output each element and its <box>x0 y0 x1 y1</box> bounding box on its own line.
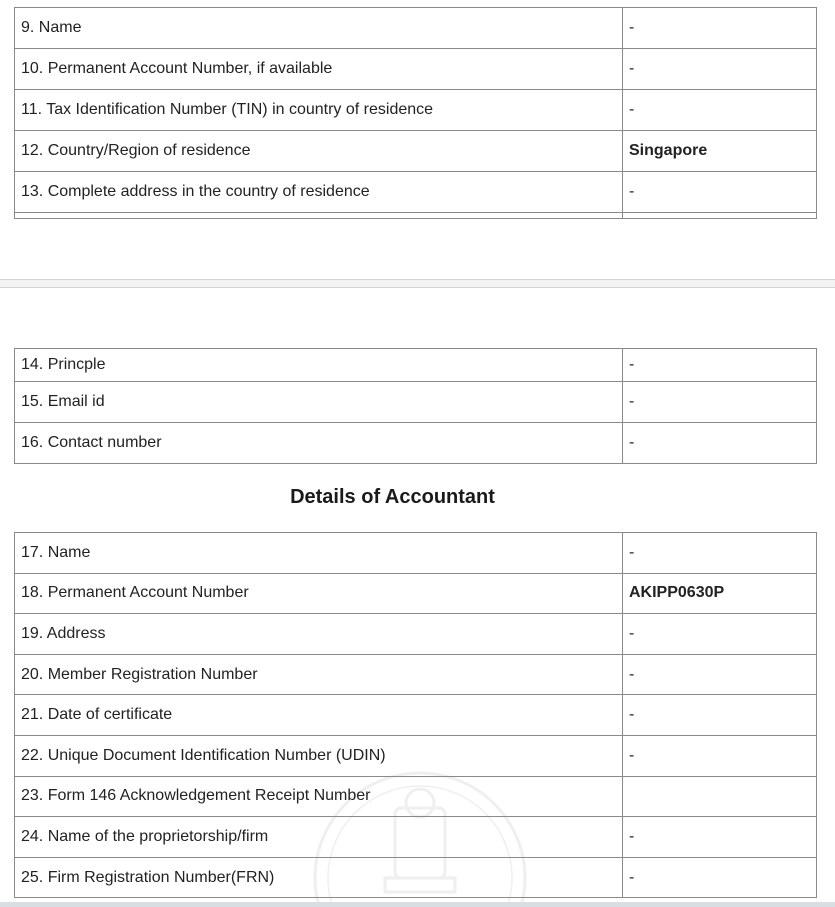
row-value: - <box>623 49 817 90</box>
empty-cell <box>15 213 623 219</box>
table-row <box>15 423 817 464</box>
recipient-contact-table <box>14 348 817 464</box>
row-label: 25. Firm Registration Number(FRN) <box>15 857 623 898</box>
row-value: - <box>623 614 817 655</box>
row-label: 14. Princple <box>15 349 623 382</box>
row-label: 13. Complete address in the country of residence <box>15 172 623 213</box>
row-value: - <box>623 654 817 695</box>
row-label: 22. Unique Document Identification Number (UDIN) <box>15 735 623 776</box>
table-row <box>15 776 817 817</box>
section-heading-accountant: Details of Accountant <box>290 486 495 508</box>
table-row <box>15 131 817 172</box>
row-label: 10. Permanent Account Number, if available <box>15 49 623 90</box>
row-value <box>623 776 817 817</box>
empty-cell <box>623 213 817 219</box>
recipient-details-table <box>14 7 817 219</box>
page-separator <box>0 279 835 288</box>
table-row <box>15 817 817 858</box>
row-label: 12. Country/Region of residence <box>15 131 623 172</box>
row-value: - <box>623 90 817 131</box>
row-value: - <box>623 8 817 49</box>
row-label: 17. Name <box>15 533 623 574</box>
row-label: 19. Address <box>15 614 623 655</box>
table-row <box>15 172 817 213</box>
row-value: - <box>623 817 817 858</box>
table-row <box>15 654 817 695</box>
row-value: - <box>623 695 817 736</box>
row-value: - <box>623 735 817 776</box>
row-value: - <box>623 349 817 382</box>
table-row <box>15 49 817 90</box>
row-value: AKIPP0630P <box>623 573 817 614</box>
row-label: 15. Email id <box>15 382 623 423</box>
table-row <box>15 735 817 776</box>
bottom-edge-bar <box>0 902 835 907</box>
table-row <box>15 8 817 49</box>
row-label: 9. Name <box>15 8 623 49</box>
table-row <box>15 90 817 131</box>
row-value: - <box>623 533 817 574</box>
table-row <box>15 533 817 574</box>
row-label: 21. Date of certificate <box>15 695 623 736</box>
table-row <box>15 382 817 423</box>
row-label: 24. Name of the proprietorship/firm <box>15 817 623 858</box>
row-label: 16. Contact number <box>15 423 623 464</box>
row-label: 20. Member Registration Number <box>15 654 623 695</box>
table-row <box>15 857 817 898</box>
row-value: - <box>623 423 817 464</box>
row-label: 11. Tax Identification Number (TIN) in country of residence <box>15 90 623 131</box>
table-row <box>15 349 817 382</box>
row-value: - <box>623 382 817 423</box>
row-value: - <box>623 857 817 898</box>
accountant-details-table <box>14 532 817 898</box>
row-label: 18. Permanent Account Number <box>15 573 623 614</box>
table-row <box>15 614 817 655</box>
row-value: - <box>623 172 817 213</box>
row-value: Singapore <box>623 131 817 172</box>
table-row <box>15 695 817 736</box>
table-row <box>15 573 817 614</box>
row-label: 23. Form 146 Acknowledgement Receipt Number <box>15 776 623 817</box>
table-row-continued <box>15 213 817 219</box>
